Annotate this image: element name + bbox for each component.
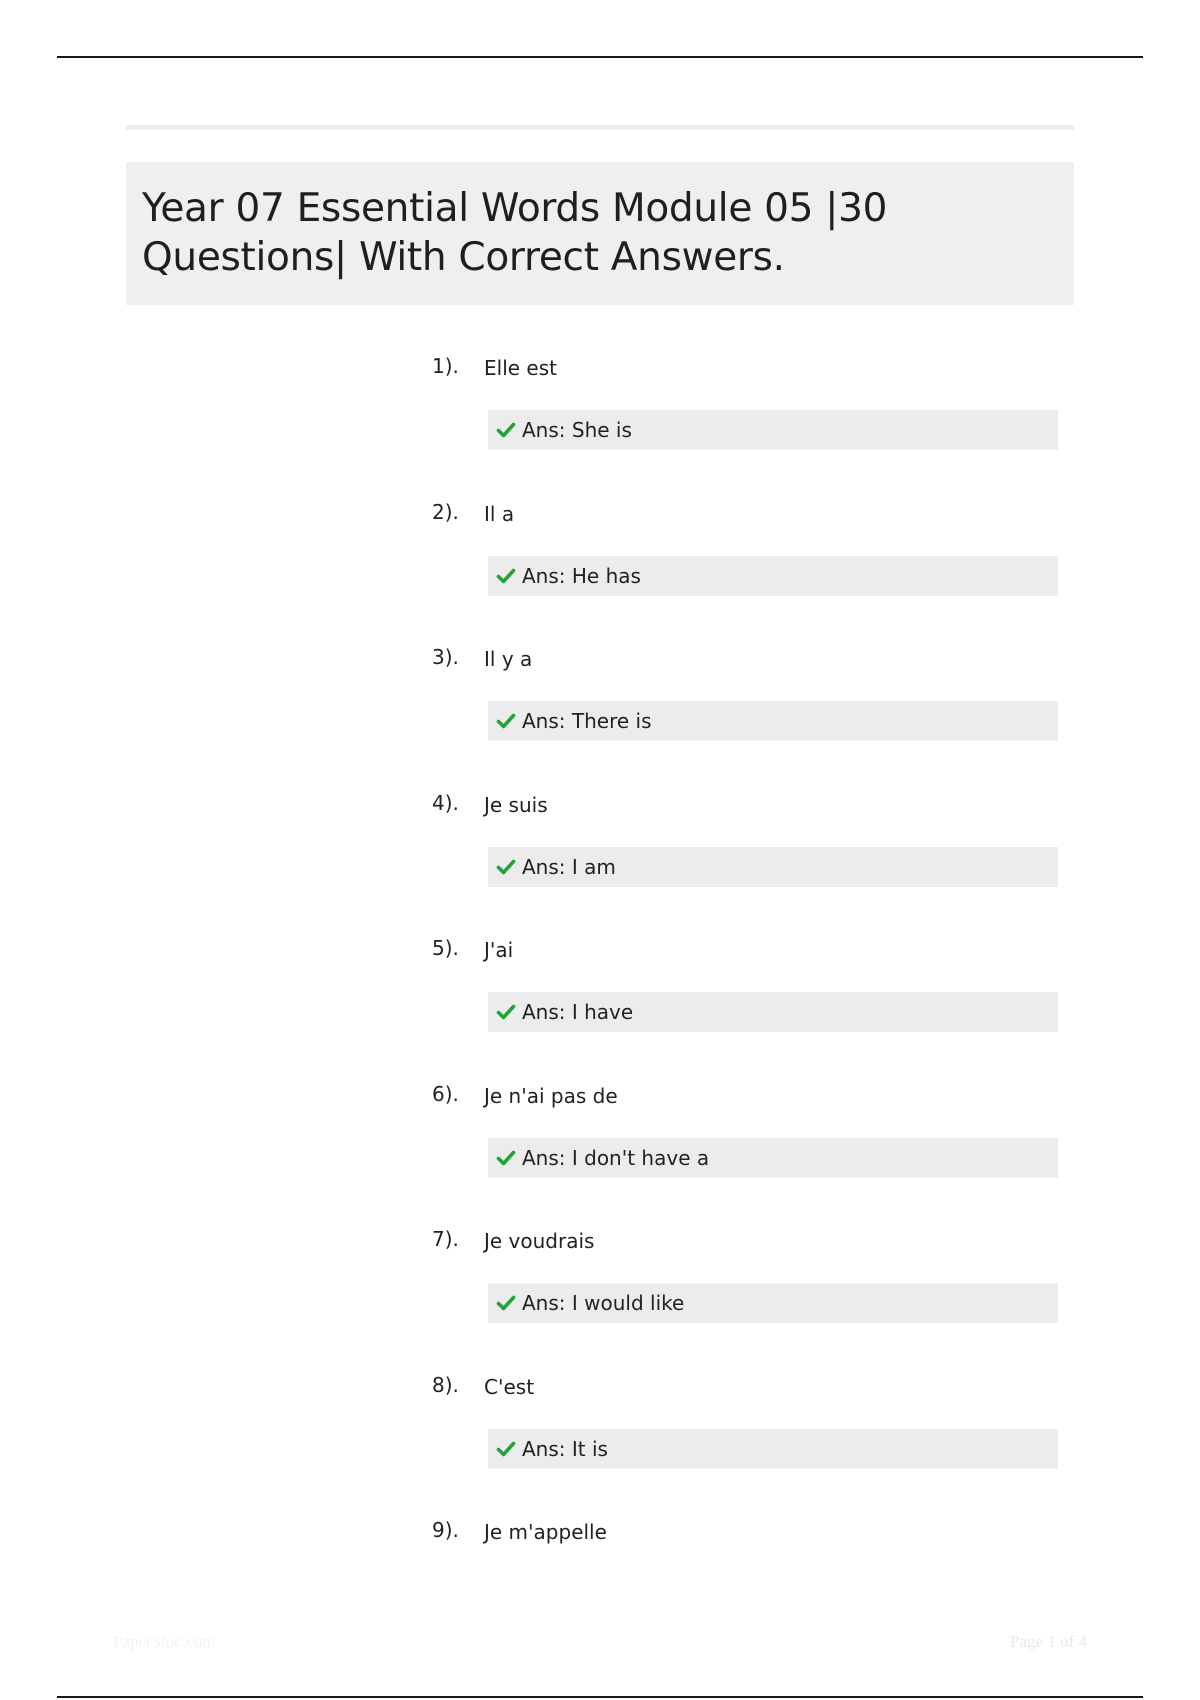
question-prompt: Il y a <box>484 647 533 671</box>
question-number: 2). <box>432 499 459 524</box>
answer-text: Ans: I would like <box>522 1291 685 1315</box>
top-rule <box>57 56 1143 58</box>
header-divider <box>126 125 1074 130</box>
check-icon <box>496 857 516 877</box>
answer-text: Ans: I am <box>522 854 616 879</box>
question-number: 1). <box>432 354 459 378</box>
check-icon <box>496 566 516 586</box>
footer-page-label: Page 1 of 4 <box>1010 1632 1087 1651</box>
bottom-rule <box>57 1696 1143 1698</box>
answer-box <box>488 1429 1058 1469</box>
question-prompt: J'ai <box>484 938 514 962</box>
question-list <box>0 354 1200 1664</box>
question-prompt: Je m'appelle <box>484 1520 607 1544</box>
question-prompt: C'est <box>484 1374 535 1399</box>
page-title: Year 07 Essential Words Module 05 |30 Questions| With Correct Answers. <box>142 186 888 280</box>
check-icon <box>496 1148 516 1168</box>
answer-box <box>488 992 1058 1032</box>
answer-text: Ans: He has <box>522 563 641 588</box>
question-item <box>0 354 1200 500</box>
answer-box <box>488 410 1058 450</box>
answer-box <box>488 701 1058 741</box>
answer-text: Ans: I have <box>522 1000 634 1024</box>
answer-box <box>488 1283 1058 1323</box>
question-item <box>0 645 1200 791</box>
question-prompt: Je suis <box>484 792 548 817</box>
check-icon <box>496 420 516 440</box>
question-prompt: Je n'ai pas de <box>484 1083 618 1108</box>
question-number: 3). <box>432 645 459 669</box>
check-icon <box>496 1439 516 1459</box>
footer-watermark: PaperStoc.com <box>113 1632 216 1651</box>
question-number: 6). <box>432 1081 459 1106</box>
question-prompt: Elle est <box>484 356 557 380</box>
question-item <box>0 1373 1200 1519</box>
question-number: 7). <box>432 1227 459 1251</box>
question-number: 8). <box>432 1372 459 1397</box>
check-icon <box>496 1002 516 1022</box>
question-item <box>0 1227 1200 1373</box>
answer-text: Ans: I don't have a <box>522 1145 710 1170</box>
answer-box <box>488 556 1058 596</box>
question-item <box>0 936 1200 1082</box>
check-icon <box>496 711 516 731</box>
answer-text: Ans: There is <box>522 709 652 733</box>
answer-box <box>488 847 1058 887</box>
title-banner <box>126 162 1074 305</box>
answer-text: Ans: It is <box>522 1436 608 1461</box>
answer-box <box>488 1138 1058 1178</box>
question-number: 4). <box>432 790 459 815</box>
question-item <box>0 1082 1200 1228</box>
question-number: 5). <box>432 936 459 960</box>
question-prompt: Il a <box>484 501 515 526</box>
question-item <box>0 791 1200 937</box>
question-item <box>0 500 1200 646</box>
question-prompt: Je voudrais <box>484 1229 595 1253</box>
check-icon <box>496 1293 516 1313</box>
question-number: 9). <box>432 1518 459 1542</box>
answer-text: Ans: She is <box>522 418 632 442</box>
